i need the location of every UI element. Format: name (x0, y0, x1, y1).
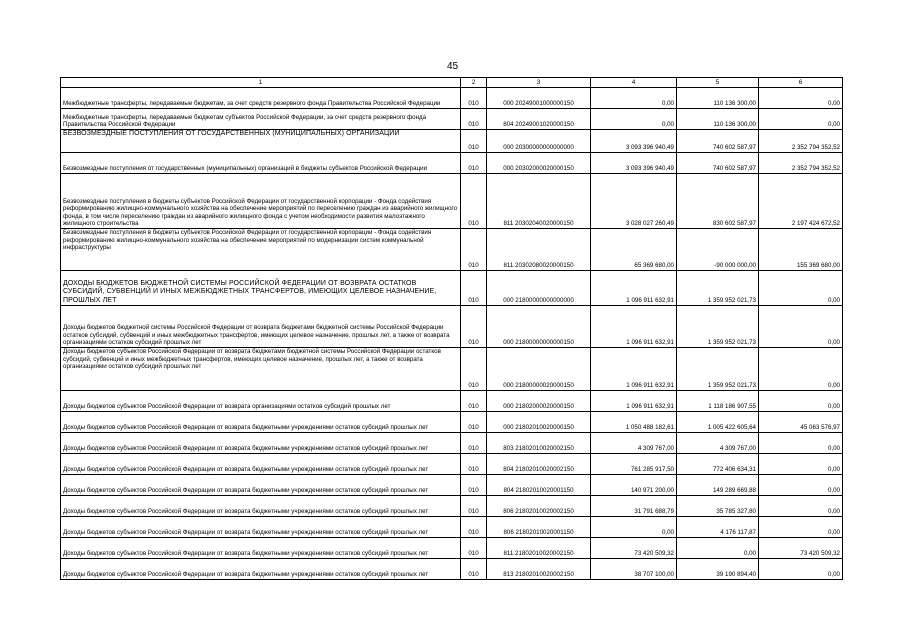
row-value-4: 1 096 911 632,91 (591, 348, 677, 391)
row-value-5: -90 000 000,00 (677, 229, 759, 271)
column-header-3: 3 (487, 78, 591, 88)
row-kbk: 811 20302080020000150 (487, 229, 591, 271)
row-name: Доходы бюджетов субъектов Российской Федерации от возврата бюджетными учреждениями остатков субсидий прошлых лет (61, 496, 461, 517)
row-value-4: 73 420 509,32 (591, 538, 677, 559)
table-row (61, 517, 843, 538)
row-value-5: 149 289 669,88 (677, 475, 759, 496)
table-row (61, 391, 843, 412)
row-value-4: 0,00 (591, 517, 677, 538)
row-value-6: 0,00 (759, 306, 843, 348)
row-name: Безвозмездные поступления от государственных (муниципальных) организаций в бюджеты субъектов Российской Федерации (61, 153, 461, 174)
row-kbk: 813 21802010020002150 (487, 559, 591, 580)
row-value-4: 1 096 911 632,91 (591, 391, 677, 412)
row-name: Доходы бюджетов субъектов Российской Федерации от возврата бюджетными учреждениями остатков субсидий прошлых лет (61, 538, 461, 559)
table-row (61, 153, 843, 174)
row-code: 010 (461, 174, 487, 229)
row-value-4: 3 093 396 940,49 (591, 130, 677, 153)
row-name: БЕЗВОЗМЕЗДНЫЕ ПОСТУПЛЕНИЯ ОТ ГОСУДАРСТВЕННЫХ (МУНИЦИПАЛЬНЫХ) ОРГАНИЗАЦИЙ (61, 130, 461, 153)
row-value-6: 0,00 (759, 454, 843, 475)
table-row (61, 306, 843, 348)
row-value-6: 0,00 (759, 496, 843, 517)
row-kbk: 000 21800000000000150 (487, 306, 591, 348)
table-row (61, 496, 843, 517)
row-kbk: 000 20300000000000000 (487, 130, 591, 153)
row-value-6: 0,00 (759, 271, 843, 306)
row-value-4: 38 707 100,00 (591, 559, 677, 580)
row-value-6: 0,00 (759, 433, 843, 454)
row-kbk: 000 21802010020000150 (487, 412, 591, 433)
row-value-6: 2 352 794 352,52 (759, 130, 843, 153)
table-row (61, 433, 843, 454)
row-value-4: 761 285 917,50 (591, 454, 677, 475)
row-name: Безвозмездные поступления в бюджеты субъектов Российской Федерации от государственной корпорации - Фонда содействия реформированию жилищно-коммунального хозяйства на обеспечение мероприятий по модернизации систем коммунальной инфраструктуры (61, 229, 461, 271)
row-name: Доходы бюджетов субъектов Российской Федерации от возврата бюджетными учреждениями остатков субсидий прошлых лет (61, 433, 461, 454)
row-code: 010 (461, 88, 487, 109)
row-name: Доходы бюджетов субъектов Российской Федерации от возврата бюджетами бюджетной системы Российской Федерации остатков субсидий, субвенций и иных межбюджетных трансфертов, имеющих целевое назначение, прошлых лет, а также от возврата организациями остатков субсидий прошлых лет (61, 348, 461, 391)
row-value-4: 3 093 396 940,49 (591, 153, 677, 174)
row-code: 010 (461, 348, 487, 391)
row-value-5: 39 190 894,40 (677, 559, 759, 580)
row-value-4: 0,00 (591, 109, 677, 130)
row-kbk: 806 21802010020001150 (487, 517, 591, 538)
row-code: 010 (461, 559, 487, 580)
row-kbk: 804 21802010020001150 (487, 475, 591, 496)
row-name: Безвозмездные поступления в бюджеты субъектов Российской Федерации от государственной корпорации - Фонда содействия реформированию жилищно-коммунального хозяйства на обеспечение мероприятий по переселению граждан из аварийного жилищного фонда, в том числе переселению граждан из аварийного жилищного фонда с учетом необходимости развития малоэтажного жилищного строительства (61, 174, 461, 229)
row-value-6: 0,00 (759, 559, 843, 580)
row-value-5: 110 136 300,00 (677, 88, 759, 109)
row-value-6: 0,00 (759, 109, 843, 130)
row-name: ДОХОДЫ БЮДЖЕТОВ БЮДЖЕТНОЙ СИСТЕМЫ РОССИЙСКОЙ ФЕДЕРАЦИИ ОТ ВОЗВРАТА ОСТАТКОВ СУБСИДИЙ, СУБВЕНЦИЙ И ИНЫХ МЕЖБЮДЖЕТНЫХ ТРАНСФЕРТОВ, ИМЕЮЩИХ ЦЕЛЕВОЕ НАЗНАЧЕНИЕ, ПРОШЛЫХ ЛЕТ (61, 271, 461, 306)
row-value-6: 2 197 424 672,52 (759, 174, 843, 229)
row-kbk: 806 21802010020002150 (487, 496, 591, 517)
row-name: Доходы бюджетов субъектов Российской Федерации от возврата организациями остатков субсидий прошлых лет (61, 391, 461, 412)
row-name: Доходы бюджетов бюджетной системы Российской Федерации от возврата бюджетами бюджетной системы Российской Федерации остатков субсидий, субвенций и иных межбюджетных трансфертов, имеющих целевое назначение, прошлых лет, а также от возврата организациями остатков субсидий прошлых лет (61, 306, 461, 348)
row-code: 010 (461, 517, 487, 538)
table-row (61, 271, 843, 306)
row-code: 010 (461, 109, 487, 130)
column-header-5: 5 (677, 78, 759, 88)
row-value-5: 4 309 767,00 (677, 433, 759, 454)
row-code: 010 (461, 538, 487, 559)
row-value-6: 0,00 (759, 348, 843, 391)
row-value-5: 1 005 422 605,64 (677, 412, 759, 433)
row-kbk: 000 21802000020000150 (487, 391, 591, 412)
row-code: 010 (461, 153, 487, 174)
row-kbk: 804 21802010020002150 (487, 454, 591, 475)
row-value-4: 65 369 680,00 (591, 229, 677, 271)
column-header-1: 1 (61, 78, 461, 88)
column-header-6: 6 (759, 78, 843, 88)
page-number: 45 (446, 61, 459, 72)
row-value-5: 35 785 327,80 (677, 496, 759, 517)
row-code: 010 (461, 475, 487, 496)
row-code: 010 (461, 454, 487, 475)
row-value-6: 155 369 680,00 (759, 229, 843, 271)
row-value-5: 830 602 587,97 (677, 174, 759, 229)
row-value-4: 0,00 (591, 88, 677, 109)
row-code: 010 (461, 433, 487, 454)
row-kbk: 811 21802010020002150 (487, 538, 591, 559)
row-value-4: 1 096 911 632,91 (591, 306, 677, 348)
row-kbk: 000 21800000020000150 (487, 348, 591, 391)
row-value-4: 1 096 911 632,91 (591, 271, 677, 306)
row-value-5: 772 406 634,31 (677, 454, 759, 475)
row-value-4: 1 050 488 182,61 (591, 412, 677, 433)
row-value-6: 0,00 (759, 517, 843, 538)
row-kbk: 000 21800000000000000 (487, 271, 591, 306)
row-value-6: 0,00 (759, 88, 843, 109)
row-value-5: 1 359 952 021,73 (677, 271, 759, 306)
row-value-6: 0,00 (759, 391, 843, 412)
row-value-5: 1 118 186 907,55 (677, 391, 759, 412)
row-name: Доходы бюджетов субъектов Российской Федерации от возврата бюджетными учреждениями остатков субсидий прошлых лет (61, 517, 461, 538)
table-row (61, 88, 843, 109)
row-name: Межбюджетные трансферты, передаваемые бюджетам, за счет средств резервного фонда Правительства Российской Федерации (61, 88, 461, 109)
row-code: 010 (461, 229, 487, 271)
row-name: Доходы бюджетов субъектов Российской Федерации от возврата бюджетными учреждениями остатков субсидий прошлых лет (61, 454, 461, 475)
table-row (61, 130, 843, 153)
row-value-5: 110 136 300,00 (677, 109, 759, 130)
row-name: Доходы бюджетов субъектов Российской Федерации от возврата бюджетными учреждениями остатков субсидий прошлых лет (61, 475, 461, 496)
row-code: 010 (461, 306, 487, 348)
row-value-5: 1 359 952 021,73 (677, 306, 759, 348)
row-value-5: 740 602 587,97 (677, 130, 759, 153)
table-row (61, 109, 843, 130)
row-value-5: 4 176 117,87 (677, 517, 759, 538)
row-value-6: 45 063 576,97 (759, 412, 843, 433)
table-body (61, 88, 843, 580)
row-value-6: 0,00 (759, 475, 843, 496)
table-row (61, 559, 843, 580)
row-kbk: 803 21802010020002150 (487, 433, 591, 454)
row-value-4: 140 971 200,00 (591, 475, 677, 496)
row-kbk: 000 20249001000000150 (487, 88, 591, 109)
table-header (61, 78, 843, 88)
row-code: 010 (461, 271, 487, 306)
row-value-4: 31 791 688,79 (591, 496, 677, 517)
row-value-5: 740 602 587,97 (677, 153, 759, 174)
table-row (61, 229, 843, 271)
budget-table (60, 77, 843, 580)
row-name: Доходы бюджетов субъектов Российской Федерации от возврата бюджетными учреждениями остатков субсидий прошлых лет (61, 412, 461, 433)
column-header-2: 2 (461, 78, 487, 88)
table-row (61, 454, 843, 475)
table-row (61, 174, 843, 229)
row-code: 010 (461, 496, 487, 517)
row-value-4: 4 309 767,00 (591, 433, 677, 454)
table-row (61, 412, 843, 433)
row-name: Межбюджетные трансферты, передаваемые бюджетам субъектов Российской Федерации, за счет средств резервного фонда Правительства Российской Федерации (61, 109, 461, 130)
row-value-6: 2 352 794 352,52 (759, 153, 843, 174)
table-row (61, 348, 843, 391)
row-value-6: 73 420 509,32 (759, 538, 843, 559)
row-name: Доходы бюджетов субъектов Российской Федерации от возврата бюджетными учреждениями остатков субсидий прошлых лет (61, 559, 461, 580)
column-number-row (61, 78, 843, 88)
row-code: 010 (461, 130, 487, 153)
row-code: 010 (461, 412, 487, 433)
row-kbk: 000 20302000020000150 (487, 153, 591, 174)
row-value-5: 0,00 (677, 538, 759, 559)
table-row (61, 538, 843, 559)
row-code: 010 (461, 391, 487, 412)
row-value-5: 1 359 952 021,73 (677, 348, 759, 391)
table-row (61, 475, 843, 496)
row-kbk: 804 20249001020000150 (487, 109, 591, 130)
row-value-4: 3 028 027 260,49 (591, 174, 677, 229)
row-kbk: 811 20302040020000150 (487, 174, 591, 229)
column-header-4: 4 (591, 78, 677, 88)
